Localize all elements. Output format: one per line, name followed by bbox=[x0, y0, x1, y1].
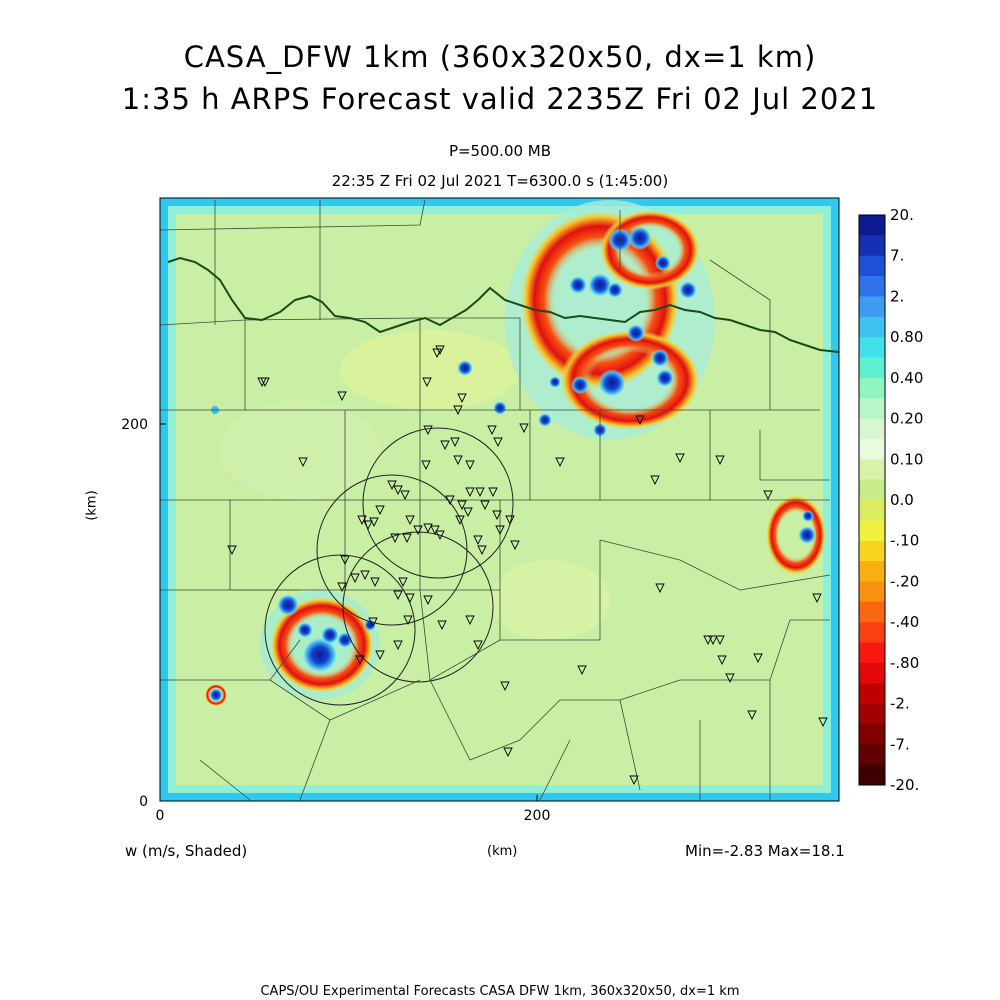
valid-time-subheader: 22:35 Z Fri 02 Jul 2021 T=6300.0 s (1:45:00) bbox=[331, 172, 669, 190]
colorbar-swatch bbox=[859, 622, 885, 643]
w-field-shading bbox=[160, 198, 839, 801]
pressure-level: P=500.00 MB bbox=[448, 142, 552, 160]
colorbar-label: 0.20 bbox=[890, 409, 924, 428]
y-tick-0: 0 bbox=[139, 794, 148, 810]
colorbar-swatch bbox=[859, 663, 885, 684]
x-tick-0: 0 bbox=[155, 808, 165, 824]
colorbar-swatch bbox=[859, 602, 885, 623]
colorbar bbox=[859, 206, 923, 794]
colorbar-swatch bbox=[859, 581, 885, 602]
colorbar-label: 0.10 bbox=[890, 450, 924, 469]
colorbar-label: 7. bbox=[890, 246, 905, 265]
colorbar-swatch bbox=[859, 296, 885, 317]
colorbar-swatch bbox=[859, 398, 885, 419]
plot-title-line1: CASA_DFW 1km (360x320x50, dx=1 km) bbox=[183, 40, 817, 74]
colorbar-swatch bbox=[859, 724, 885, 745]
colorbar-swatch bbox=[859, 704, 885, 725]
colorbar-label: -.20 bbox=[890, 572, 920, 591]
colorbar-swatch bbox=[859, 337, 885, 358]
storm-cell-southwest bbox=[260, 590, 380, 700]
colorbar-label: -2. bbox=[890, 694, 910, 713]
colorbar-swatch bbox=[859, 378, 885, 399]
colorbar-swatch bbox=[859, 765, 885, 786]
colorbar-swatch bbox=[859, 500, 885, 521]
colorbar-label: -.80 bbox=[890, 653, 920, 672]
x-tick-200: 200 bbox=[523, 808, 551, 824]
colorbar-label: -.10 bbox=[890, 531, 920, 550]
colorbar-swatch bbox=[859, 439, 885, 460]
colorbar-label: -20. bbox=[890, 776, 920, 794]
colorbar-swatch bbox=[859, 459, 885, 480]
colorbar-swatch bbox=[859, 358, 885, 379]
field-variable-label: w (m/s, Shaded) bbox=[125, 842, 248, 860]
colorbar-swatch bbox=[859, 561, 885, 582]
colorbar-label: -.40 bbox=[890, 613, 920, 632]
colorbar-swatch bbox=[859, 683, 885, 704]
colorbar-label: 20. bbox=[890, 206, 914, 224]
colorbar-swatch bbox=[859, 256, 885, 277]
colorbar-label: 0.40 bbox=[890, 368, 924, 387]
colorbar-label: 2. bbox=[890, 287, 905, 306]
colorbar-swatch bbox=[859, 317, 885, 338]
colorbar-swatch bbox=[859, 235, 885, 256]
plot-title-line2: 1:35 h ARPS Forecast valid 2235Z Fri 02 Jul 2021 bbox=[121, 82, 879, 116]
y-tick-200: 200 bbox=[121, 417, 148, 433]
colorbar-label: 0.80 bbox=[890, 328, 924, 347]
field-min-max: Min=-2.83 Max=18.1 bbox=[685, 842, 845, 860]
y-axis-label: (km) bbox=[84, 490, 100, 521]
colorbar-swatch bbox=[859, 643, 885, 664]
colorbar-label: -7. bbox=[890, 735, 910, 754]
colorbar-swatch bbox=[859, 276, 885, 297]
footer-credit: CAPS/OU Experimental Forecasts CASA DFW 1km, 360x320x50, dx=1 km bbox=[260, 984, 740, 999]
colorbar-swatch bbox=[859, 480, 885, 501]
colorbar-swatch bbox=[859, 541, 885, 562]
colorbar-swatch bbox=[859, 419, 885, 440]
colorbar-swatch bbox=[859, 744, 885, 765]
colorbar-label: 0.0 bbox=[890, 491, 914, 509]
colorbar-swatch bbox=[859, 215, 885, 236]
colorbar-swatch bbox=[859, 520, 885, 541]
x-axis-label: (km) bbox=[487, 844, 518, 859]
